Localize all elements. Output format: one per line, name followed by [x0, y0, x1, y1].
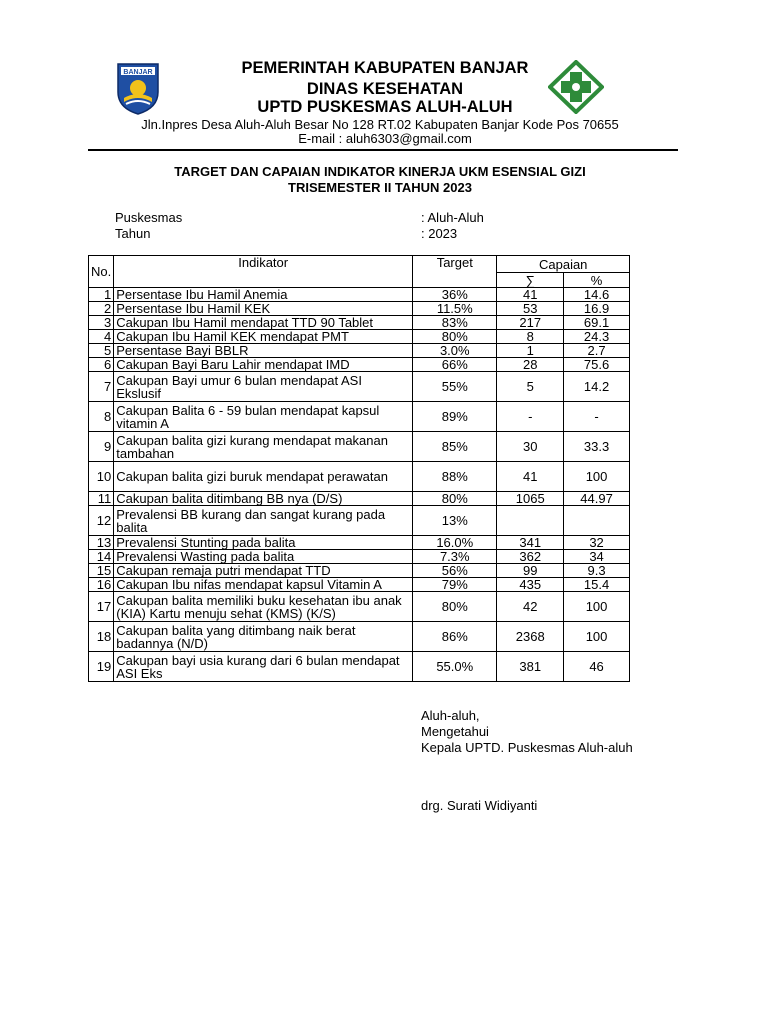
- table-row: [89, 288, 630, 302]
- row-no: 13: [89, 536, 114, 550]
- table-row: [89, 432, 630, 462]
- row-indikator: Cakupan balita memiliki buku kesehatan ibu anak (KIA) Kartu menuju sehat (KMS) (K/S): [114, 592, 413, 622]
- row-pct: 15.4: [564, 578, 630, 592]
- header-government: PEMERINTAH KABUPATEN BANJAR: [241, 59, 529, 77]
- table-row: [89, 344, 630, 358]
- row-no: 17: [89, 592, 114, 622]
- row-indikator: Prevalensi Stunting pada balita: [114, 536, 413, 550]
- row-indikator: Cakupan Balita 6 - 59 bulan mendapat kapsul vitamin A: [114, 402, 413, 432]
- row-target: 7.3%: [413, 550, 497, 564]
- row-target: 80%: [413, 592, 497, 622]
- row-sum: 5: [497, 372, 564, 402]
- row-sum: 1065: [497, 492, 564, 506]
- row-target: 55%: [413, 372, 497, 402]
- header-puskesmas: UPTD PUSKESMAS ALUH-ALUH: [257, 98, 513, 116]
- row-pct: -: [564, 402, 630, 432]
- table-body: [89, 288, 630, 682]
- table-row: [89, 492, 630, 506]
- header-capaian: Capaian: [497, 256, 630, 273]
- header-indikator: Indikator: [114, 256, 413, 288]
- logo-left-label: BANJAR: [123, 69, 153, 76]
- header-sum: ∑: [497, 273, 564, 288]
- row-sum: 99: [497, 564, 564, 578]
- row-pct: 100: [564, 622, 630, 652]
- puskesmas-label: Puskesmas: [115, 210, 183, 225]
- row-sum: 41: [497, 288, 564, 302]
- table-row: [89, 622, 630, 652]
- row-target: 80%: [413, 492, 497, 506]
- table-row: [89, 652, 630, 682]
- row-sum: 381: [497, 652, 564, 682]
- row-pct: 2.7: [564, 344, 630, 358]
- row-pct: 100: [564, 592, 630, 622]
- row-target: 66%: [413, 358, 497, 372]
- row-no: 2: [89, 302, 114, 316]
- row-target: 89%: [413, 402, 497, 432]
- row-pct: 32: [564, 536, 630, 550]
- row-pct: 14.2: [564, 372, 630, 402]
- row-sum: 28: [497, 358, 564, 372]
- row-pct: 69.1: [564, 316, 630, 330]
- row-no: 12: [89, 506, 114, 536]
- row-target: 88%: [413, 462, 497, 492]
- row-no: 8: [89, 402, 114, 432]
- row-indikator: Cakupan balita ditimbang BB nya (D/S): [114, 492, 413, 506]
- row-pct: 46: [564, 652, 630, 682]
- table-row: [89, 536, 630, 550]
- row-pct: 100: [564, 462, 630, 492]
- row-no: 10: [89, 462, 114, 492]
- row-sum: 217: [497, 316, 564, 330]
- row-target: 85%: [413, 432, 497, 462]
- row-no: 16: [89, 578, 114, 592]
- tahun-value: : 2023: [421, 226, 458, 241]
- row-sum: [497, 506, 564, 536]
- row-target: 11.5%: [413, 302, 497, 316]
- row-sum: 435: [497, 578, 564, 592]
- row-sum: 1: [497, 344, 564, 358]
- row-indikator: Cakupan remaja putri mendapat TTD: [114, 564, 413, 578]
- row-no: 6: [89, 358, 114, 372]
- row-pct: 24.3: [564, 330, 630, 344]
- row-no: 5: [89, 344, 114, 358]
- indicator-table: [88, 255, 630, 682]
- header-email: E-mail : aluh6303@gmail.com: [298, 131, 472, 146]
- row-sum: 2368: [497, 622, 564, 652]
- row-no: 18: [89, 622, 114, 652]
- header-target: Target: [413, 256, 497, 288]
- signature-role: Kepala UPTD. Puskesmas Aluh-aluh: [421, 740, 633, 755]
- header-no: No.: [89, 256, 114, 288]
- row-target: 79%: [413, 578, 497, 592]
- row-sum: 362: [497, 550, 564, 564]
- table-row: [89, 564, 630, 578]
- row-target: 80%: [413, 330, 497, 344]
- row-indikator: Cakupan balita gizi buruk mendapat perawatan: [114, 462, 413, 492]
- row-pct: 34: [564, 550, 630, 564]
- row-indikator: Cakupan Ibu Hamil mendapat TTD 90 Tablet: [114, 316, 413, 330]
- row-no: 9: [89, 432, 114, 462]
- row-indikator: Cakupan balita yang ditimbang naik berat badannya (N/D): [114, 622, 413, 652]
- document-title: TARGET DAN CAPAIAN INDIKATOR KINERJA UKM ESENSIAL GIZI: [174, 164, 586, 179]
- row-pct: 33.3: [564, 432, 630, 462]
- row-pct: 44.97: [564, 492, 630, 506]
- puskesmas-value: : Aluh-Aluh: [421, 210, 484, 225]
- row-no: 19: [89, 652, 114, 682]
- row-target: 83%: [413, 316, 497, 330]
- row-indikator: Cakupan balita gizi kurang mendapat makanan tambahan: [114, 432, 413, 462]
- header-divider: [88, 149, 678, 151]
- row-indikator: Persentase Ibu Hamil Anemia: [114, 288, 413, 302]
- table-row: [89, 592, 630, 622]
- signature-know: Mengetahui: [421, 724, 489, 739]
- table-row: [89, 358, 630, 372]
- row-indikator: Cakupan Ibu nifas mendapat kapsul Vitamin A: [114, 578, 413, 592]
- row-target: 55.0%: [413, 652, 497, 682]
- header-department: DINAS KESEHATAN: [306, 80, 464, 98]
- row-target: 3.0%: [413, 344, 497, 358]
- table-row: [89, 372, 630, 402]
- table-row: [89, 316, 630, 330]
- row-target: 56%: [413, 564, 497, 578]
- row-pct: 9.3: [564, 564, 630, 578]
- row-target: 36%: [413, 288, 497, 302]
- row-sum: 30: [497, 432, 564, 462]
- header-pct: %: [564, 273, 630, 288]
- row-no: 3: [89, 316, 114, 330]
- row-target: 86%: [413, 622, 497, 652]
- row-sum: 53: [497, 302, 564, 316]
- row-sum: 42: [497, 592, 564, 622]
- row-no: 15: [89, 564, 114, 578]
- table-row: [89, 506, 630, 536]
- row-pct: 75.6: [564, 358, 630, 372]
- row-no: 11: [89, 492, 114, 506]
- row-indikator: Cakupan Ibu Hamil KEK mendapat PMT: [114, 330, 413, 344]
- row-indikator: Persentase Bayi BBLR: [114, 344, 413, 358]
- row-pct: 14.6: [564, 288, 630, 302]
- signature-place: Aluh-aluh,: [421, 708, 480, 723]
- document-subtitle: TRISEMESTER II TAHUN 2023: [288, 180, 472, 195]
- row-pct: [564, 506, 630, 536]
- row-no: 1: [89, 288, 114, 302]
- table-row: [89, 462, 630, 492]
- row-target: 13%: [413, 506, 497, 536]
- row-sum: 8: [497, 330, 564, 344]
- row-no: 14: [89, 550, 114, 564]
- row-pct: 16.9: [564, 302, 630, 316]
- row-sum: 341: [497, 536, 564, 550]
- row-indikator: Cakupan bayi usia kurang dari 6 bulan mendapat ASI Eks: [114, 652, 413, 682]
- row-no: 4: [89, 330, 114, 344]
- row-indikator: Persentase Ibu Hamil KEK: [114, 302, 413, 316]
- row-indikator: Cakupan Bayi umur 6 bulan mendapat ASI Ekslusif: [114, 372, 413, 402]
- row-sum: 41: [497, 462, 564, 492]
- row-sum: -: [497, 402, 564, 432]
- row-target: 16.0%: [413, 536, 497, 550]
- row-indikator: Prevalensi BB kurang dan sangat kurang pada balita: [114, 506, 413, 536]
- table-row: [89, 578, 630, 592]
- table-row: [89, 550, 630, 564]
- signature-name: drg. Surati Widiyanti: [421, 798, 538, 813]
- table-row: [89, 402, 630, 432]
- row-indikator: Prevalensi Wasting pada balita: [114, 550, 413, 564]
- header-address: Jln.Inpres Desa Aluh-Aluh Besar No 128 RT.02 Kabupaten Banjar Kode Pos 70655: [141, 117, 619, 132]
- tahun-label: Tahun: [115, 226, 151, 241]
- row-indikator: Cakupan Bayi Baru Lahir mendapat IMD: [114, 358, 413, 372]
- row-no: 7: [89, 372, 114, 402]
- table-row: [89, 302, 630, 316]
- table-row: [89, 330, 630, 344]
